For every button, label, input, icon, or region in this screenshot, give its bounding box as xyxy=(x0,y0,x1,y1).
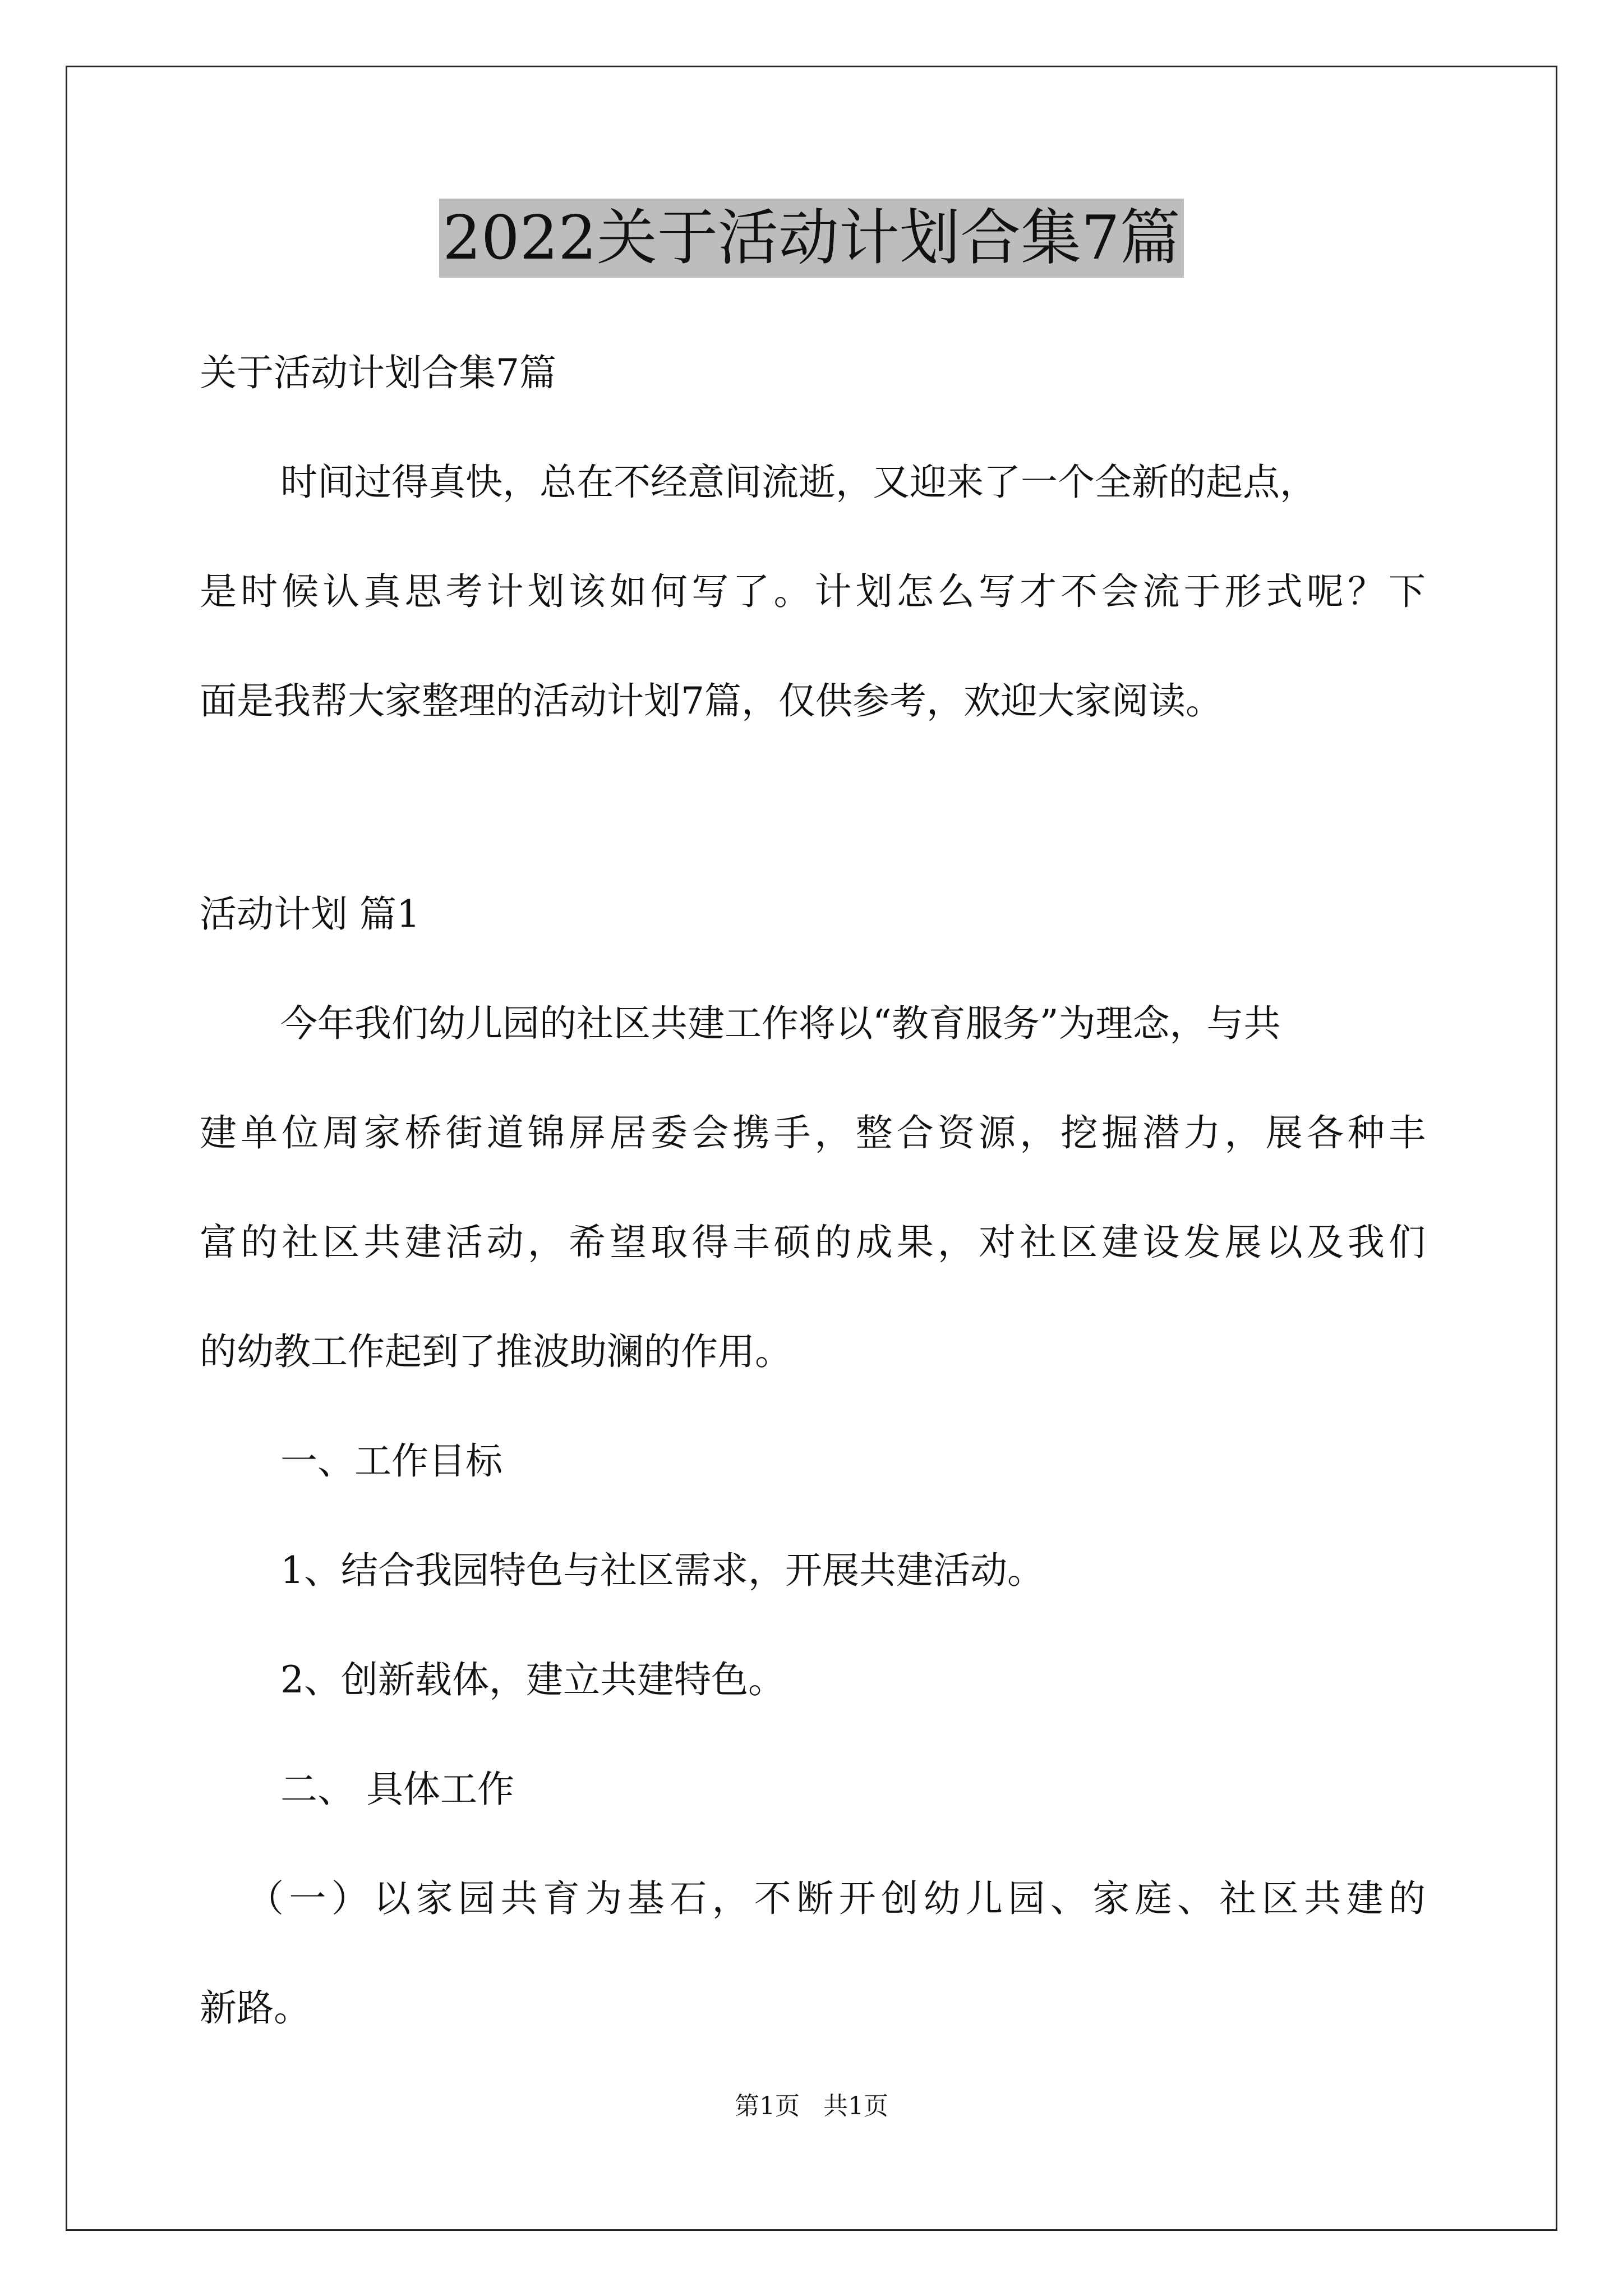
section-para-line-4: 的幼教工作起到了推波助澜的作用。 xyxy=(200,1330,792,1373)
work-item-1-line-1: （一）以家园共育为基石，不断开创幼儿园、家庭、社区共建的 xyxy=(247,1877,1426,1920)
heading-work-goals: 一、工作目标 xyxy=(280,1439,502,1483)
heading-specific-work: 二、 具体工作 xyxy=(280,1768,514,1811)
document-title-text: 2022关于活动计划合集7篇 xyxy=(439,199,1184,278)
intro-line-1: 时间过得真快，总在不经意间流逝，又迎来了一个全新的起点， xyxy=(280,461,1317,504)
work-item-1-line-2: 新路。 xyxy=(200,1986,311,2030)
document-subtitle: 关于活动计划合集7篇 xyxy=(200,351,556,394)
intro-line-3: 面是我帮大家整理的活动计划7篇，仅供参考，欢迎大家阅读。 xyxy=(200,679,1223,723)
section-para-line-3: 富的社区共建活动，希望取得丰硕的成果，对社区建设发展以及我们 xyxy=(200,1221,1426,1264)
page-footer: 第1页 共1页 xyxy=(735,2092,888,2120)
section-para-line-2: 建单位周家桥街道锦屏居委会携手，整合资源，挖掘潜力，展各种丰 xyxy=(200,1111,1426,1154)
document-title xyxy=(0,196,1623,280)
section-heading: 活动计划 篇1 xyxy=(200,892,420,936)
section-para-line-1: 今年我们幼儿园的社区共建工作将以“教育服务”为理念，与共 xyxy=(280,1002,1281,1045)
intro-line-2: 是时候认真思考计划该如何写了。计划怎么写才不会流于形式呢？下 xyxy=(200,570,1426,613)
goal-item-2: 2、创新载体，建立共建特色。 xyxy=(280,1658,785,1701)
goal-item-1: 1、结合我园特色与社区需求，开展共建活动。 xyxy=(280,1549,1044,1592)
